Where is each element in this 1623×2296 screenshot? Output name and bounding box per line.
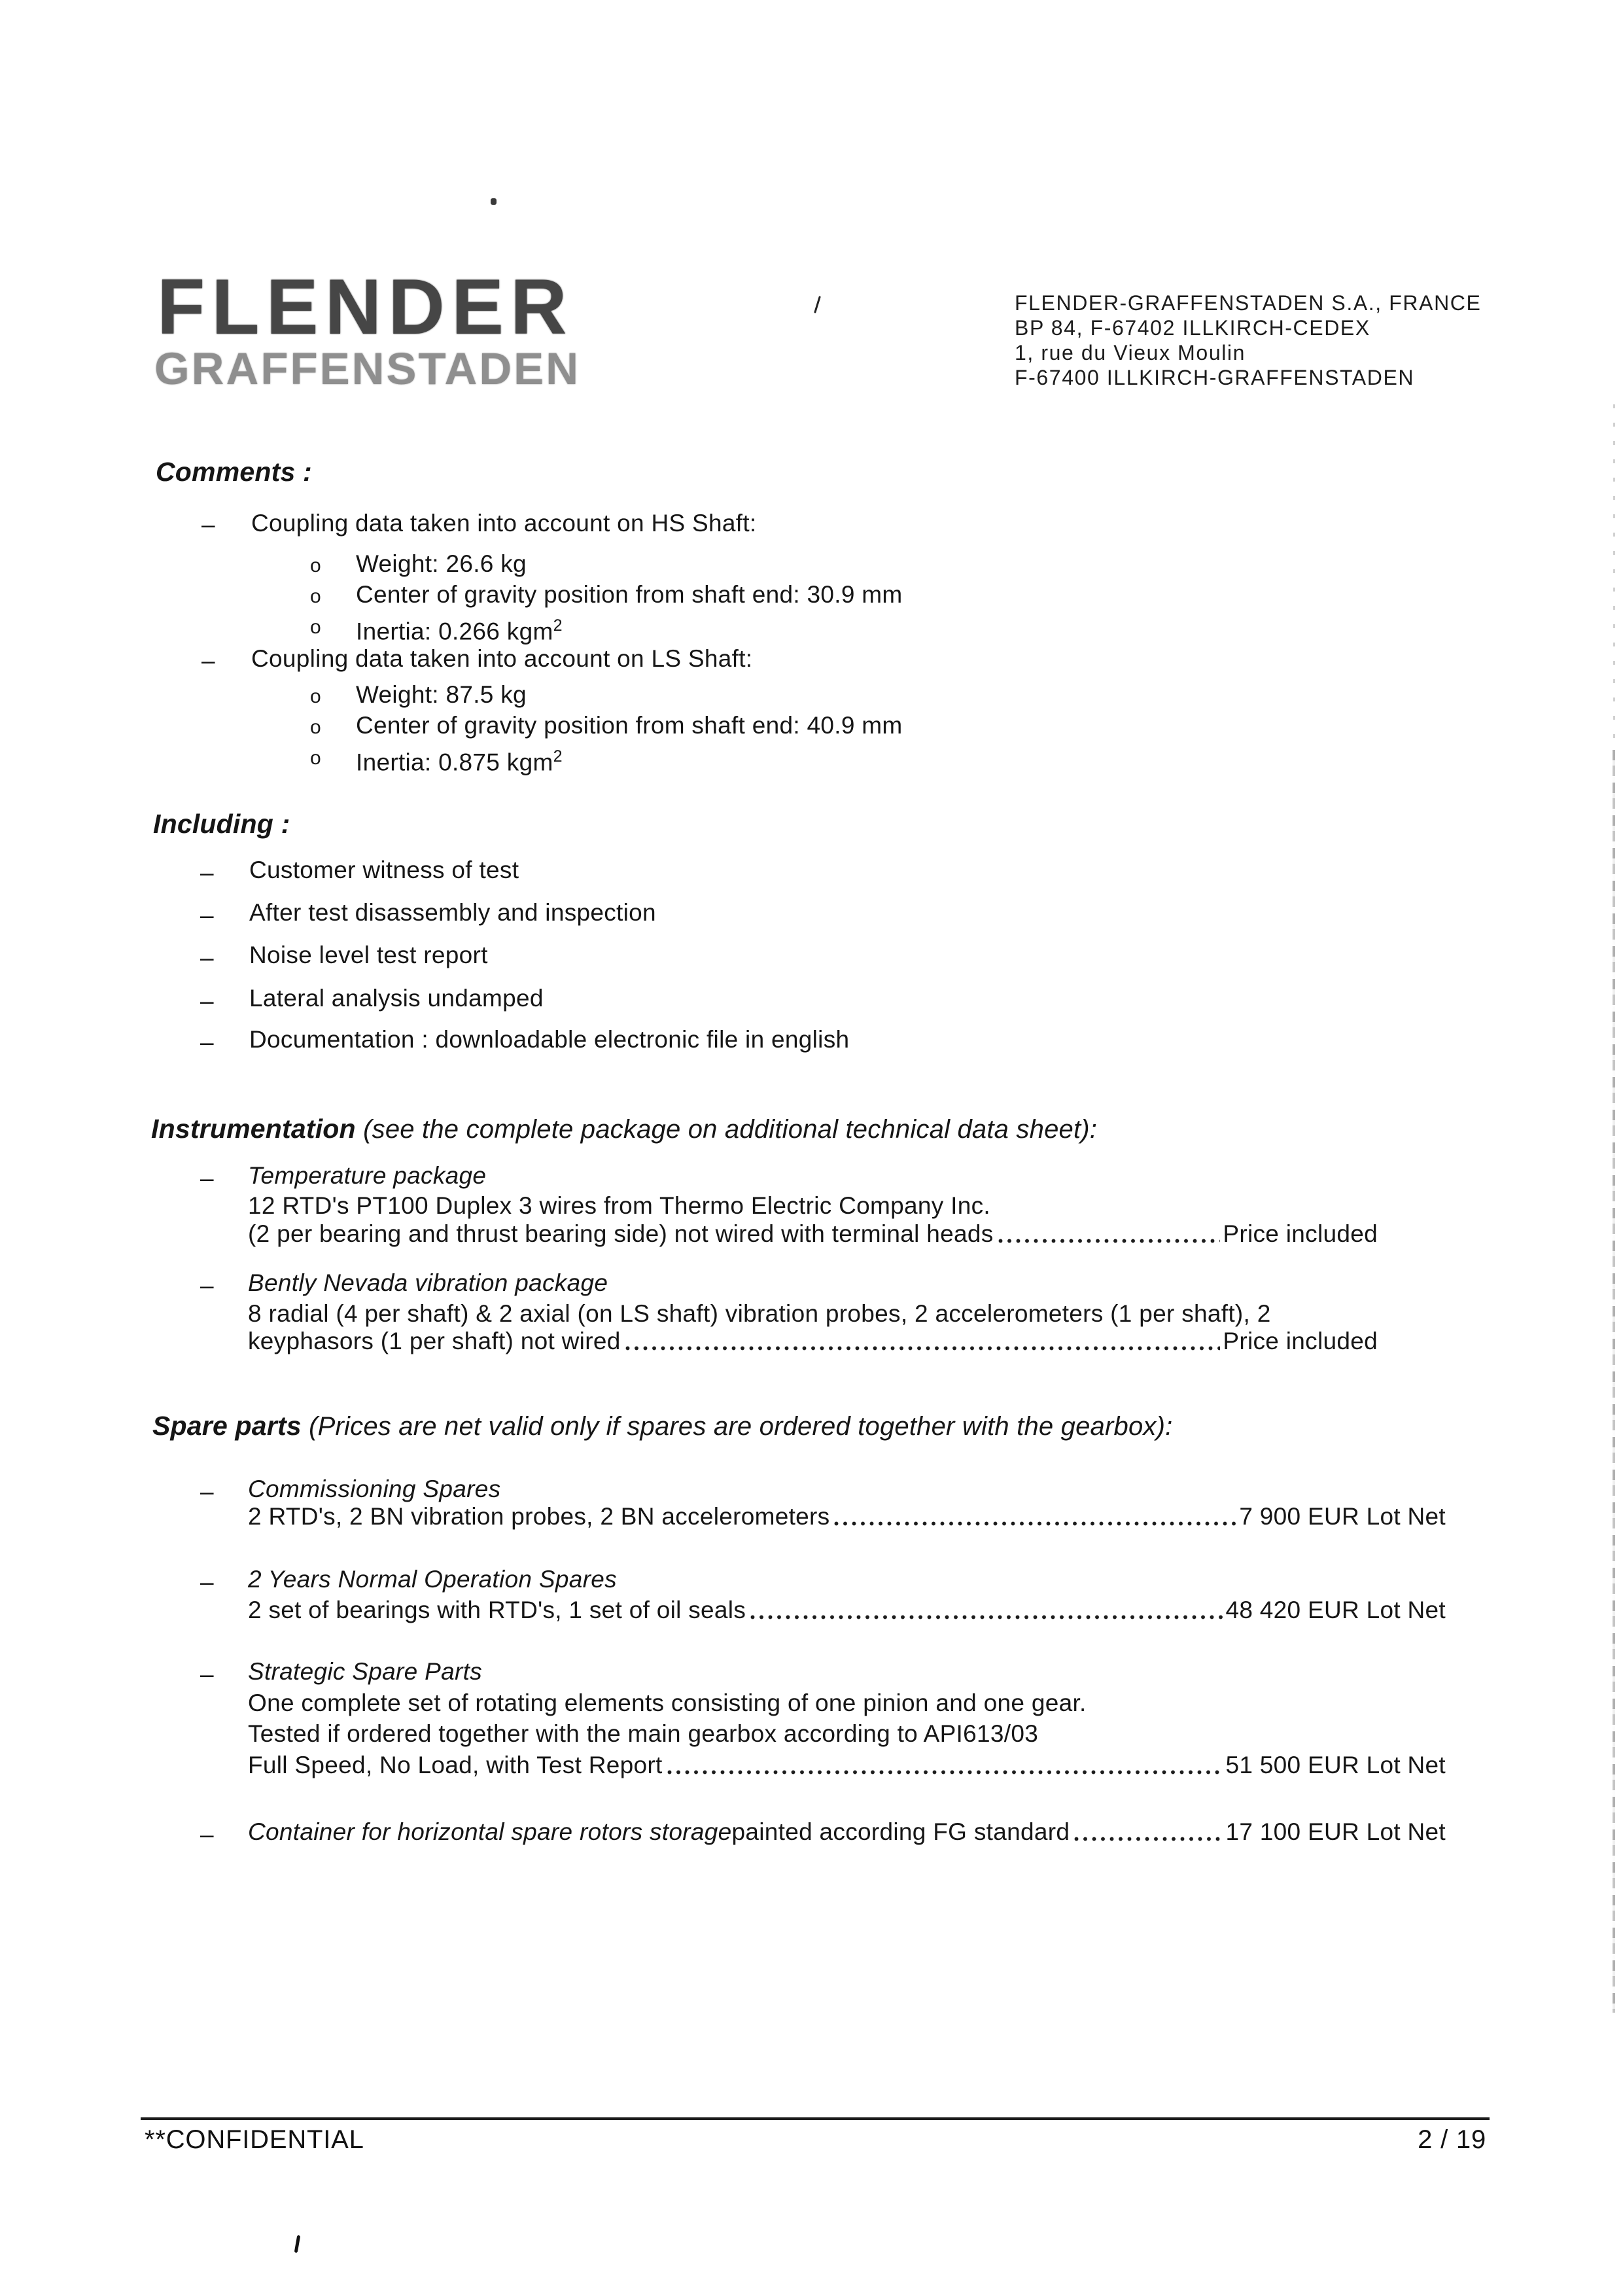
instrumentation-heading-rest: (see the complete package on additional technical data sheet):: [355, 1115, 1098, 1144]
address-line: BP 84, F-67402 ILLKIRCH-CEDEX: [1015, 316, 1370, 340]
confidential-label: **CONFIDENTIAL: [145, 2125, 364, 2154]
container-spares-title-rest: painted according FG standard: [731, 1818, 1070, 1845]
circle-bullet: o: [310, 616, 321, 638]
dotted-leader: [625, 1345, 1221, 1351]
instrumentation-heading: [151, 1114, 1097, 1144]
hs-weight: Weight: 26.6 kg: [356, 550, 527, 577]
circle-bullet: o: [310, 555, 321, 576]
commissioning-spares-leader-text: 2 RTD's, 2 BN vibration probes, 2 BN accelerometers: [248, 1503, 830, 1530]
two-years-spares-leader-text: 2 set of bearings with RTD's, 1 set of oil seals: [248, 1597, 746, 1623]
dotted-leader: [667, 1769, 1223, 1775]
dotted-leader: [1073, 1836, 1223, 1842]
dash-bullet: –: [200, 1029, 214, 1055]
dash-bullet: –: [200, 1661, 214, 1687]
dash-bullet: –: [200, 1821, 214, 1848]
two-years-spares-price-line: [248, 1596, 1446, 1625]
hs-inertia-sup: 2: [553, 616, 563, 635]
address-line: F-67400 ILLKIRCH-GRAFFENSTADEN: [1015, 366, 1415, 389]
including-item: Lateral analysis undamped: [249, 985, 544, 1012]
bently-package-title: Bently Nevada vibration package: [248, 1269, 608, 1296]
temperature-package-price: Price included: [1223, 1220, 1378, 1247]
strategic-spares-leader-text: Full Speed, No Load, with Test Report: [248, 1752, 663, 1778]
ls-inertia-value: Inertia: 0.875 kgm: [356, 749, 553, 776]
strategic-spares-title: Strategic Spare Parts: [248, 1658, 482, 1685]
dash-bullet: –: [200, 987, 214, 1014]
circle-bullet: o: [310, 716, 321, 738]
temperature-package-leader-text: (2 per bearing and thrust bearing side) not wired with terminal heads: [248, 1220, 994, 1247]
ls-weight: Weight: 87.5 kg: [356, 681, 527, 708]
strategic-spares-line1: One complete set of rotating elements consisting of one pinion and one gear.: [248, 1689, 1087, 1716]
company-logo-flender: FLENDER: [157, 263, 574, 351]
company-logo-graffenstaden: GRAFFENSTADEN: [154, 344, 581, 394]
dotted-leader: [998, 1238, 1221, 1244]
dash-bullet: –: [200, 902, 214, 928]
address-line: 1, rue du Vieux Moulin: [1015, 341, 1246, 364]
dash-bullet: –: [200, 1478, 214, 1505]
scan-artifact-apostrophe: [294, 2235, 301, 2253]
spare-parts-heading-bold: Spare parts: [152, 1411, 302, 1441]
strategic-spares-price-line: [248, 1751, 1446, 1780]
scan-artifact-edge-line: [1613, 750, 1615, 2013]
spare-parts-heading-rest: (Prices are net valid only if spares are ordered together with the gearbox):: [301, 1412, 1173, 1441]
comments-heading: Comments :: [156, 457, 312, 487]
commissioning-spares-title: Commissioning Spares: [248, 1475, 501, 1502]
scan-artifact-stroke: [814, 296, 821, 313]
dash-bullet: –: [200, 1272, 214, 1299]
including-item: Customer witness of test: [249, 857, 519, 883]
temperature-package-price-line: [248, 1220, 1378, 1248]
dash-bullet: –: [201, 647, 215, 674]
including-item: After test disassembly and inspection: [249, 899, 656, 926]
commissioning-spares-price: 7 900 EUR Lot Net: [1239, 1503, 1446, 1530]
commissioning-spares-price-line: [248, 1502, 1446, 1531]
two-years-spares-price: 48 420 EUR Lot Net: [1225, 1597, 1446, 1623]
circle-bullet: o: [310, 747, 321, 769]
comments-item-ls-shaft: Coupling data taken into account on LS Shaft:: [251, 645, 753, 672]
bently-package-leader-text: keyphasors (1 per shaft) not wired: [248, 1328, 621, 1354]
ls-inertia: [356, 742, 562, 777]
bently-package-line: 8 radial (4 per shaft) & 2 axial (on LS shaft) vibration probes, 2 accelerometers (1 per shaft), 2: [248, 1300, 1271, 1327]
spare-parts-heading: [152, 1411, 1172, 1441]
ls-inertia-sup: 2: [553, 747, 563, 766]
bently-package-price-line: [248, 1327, 1378, 1356]
hs-center-of-gravity: Center of gravity position from shaft end: 30.9 mm: [356, 581, 903, 608]
instrumentation-heading-bold: Instrumentation: [151, 1114, 356, 1144]
strategic-spares-line2: Tested if ordered together with the main gearbox according to API613/03: [248, 1720, 1039, 1747]
including-heading: Including :: [153, 809, 290, 839]
dotted-leader: [833, 1521, 1236, 1527]
hs-inertia: [356, 611, 562, 646]
company-address-block: [1015, 291, 1481, 390]
container-spares-price: 17 100 EUR Lot Net: [1225, 1818, 1446, 1845]
strategic-spares-price: 51 500 EUR Lot Net: [1225, 1752, 1446, 1778]
footer-rule: [141, 2117, 1490, 2120]
including-item: Documentation : downloadable electronic file in english: [249, 1026, 850, 1053]
container-spares-price-line: [248, 1818, 1446, 1846]
dotted-leader: [750, 1614, 1223, 1620]
address-line: FLENDER-GRAFFENSTADEN S.A., FRANCE: [1015, 291, 1482, 315]
temperature-package-line: 12 RTD's PT100 Duplex 3 wires from Thermo Electric Company Inc.: [248, 1192, 990, 1219]
dash-bullet: –: [200, 1165, 214, 1192]
dash-bullet: –: [200, 944, 214, 971]
container-spares-title-italic: Container for horizontal spare rotors storage: [248, 1818, 732, 1845]
circle-bullet: o: [310, 586, 321, 607]
ls-center-of-gravity: Center of gravity position from shaft end: 40.9 mm: [356, 712, 903, 739]
two-years-spares-title: 2 Years Normal Operation Spares: [248, 1566, 617, 1593]
scan-artifact-edge-line-top: [1613, 404, 1615, 750]
comments-item-hs-shaft: Coupling data taken into account on HS Shaft:: [251, 510, 757, 537]
circle-bullet: o: [310, 686, 321, 707]
scan-artifact-dot: [491, 198, 497, 205]
bently-package-price: Price included: [1223, 1328, 1378, 1354]
dash-bullet: –: [200, 1568, 214, 1595]
temperature-package-title: Temperature package: [248, 1162, 487, 1189]
page-number: 2 / 19: [1418, 2125, 1486, 2154]
hs-inertia-value: Inertia: 0.266 kgm: [356, 618, 553, 645]
including-item: Noise level test report: [249, 942, 488, 968]
dash-bullet: –: [200, 859, 214, 886]
dash-bullet: –: [201, 511, 215, 538]
